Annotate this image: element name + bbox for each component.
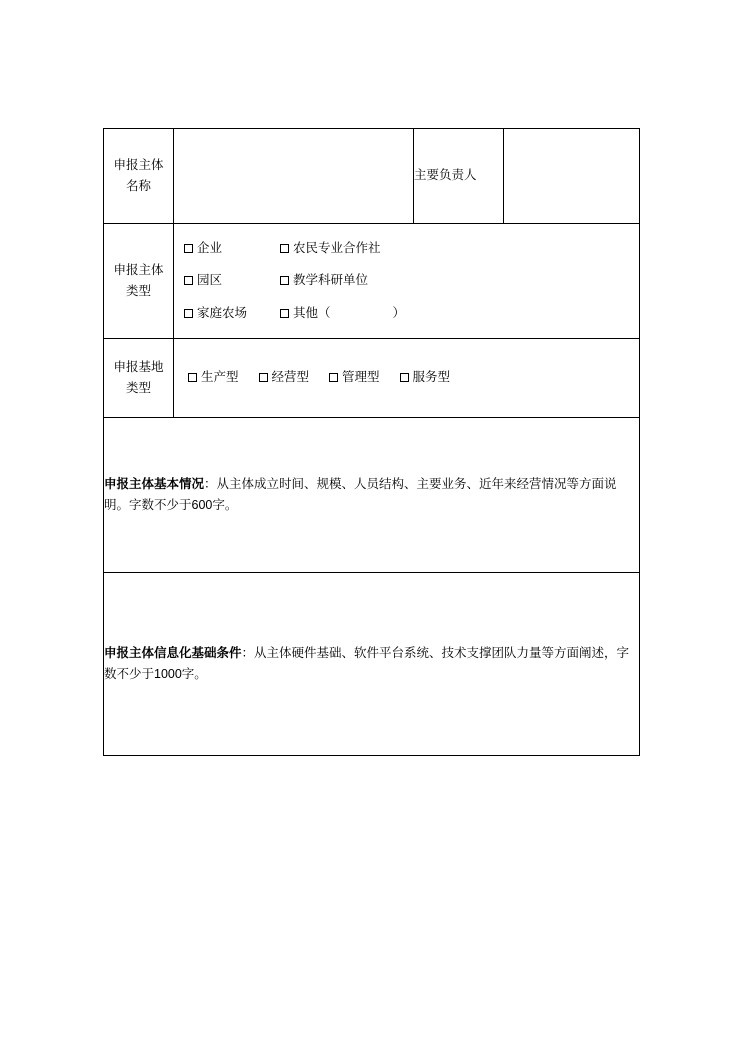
checkbox-label: 园区 [197, 273, 223, 288]
label-subject-type [104, 224, 174, 339]
checkbox-icon[interactable] [184, 276, 193, 285]
label-main-leader: 主要负责人 [414, 129, 504, 224]
checkbox-label: 管理型 [342, 370, 380, 385]
checkbox-option-research-unit[interactable] [280, 270, 368, 291]
cell-basic-info[interactable] [104, 417, 640, 572]
label-subject-name-line1: 申报主体 [113, 157, 164, 172]
checkbox-option-other[interactable] [280, 303, 405, 324]
checkbox-label: 企业 [197, 241, 223, 255]
checkbox-label-suffix: ） [392, 305, 406, 320]
application-form [103, 128, 639, 756]
checkbox-icon[interactable] [184, 309, 193, 318]
label-base-type [104, 338, 174, 417]
table-row-basic-info [104, 417, 640, 572]
checkbox-option-enterprise[interactable] [184, 238, 280, 259]
base-type-checkbox-group [174, 351, 639, 404]
table-row-it-condition [104, 572, 640, 755]
cell-it-condition[interactable] [104, 572, 640, 755]
field-subject-name[interactable] [174, 129, 414, 224]
checkbox-icon[interactable] [280, 244, 289, 253]
checkbox-label: 教学科研单位 [293, 273, 369, 288]
checkbox-label: 其他（ [293, 305, 331, 320]
checkbox-label: 服务型 [412, 370, 451, 385]
label-subject-name-line2: 名称 [125, 179, 151, 193]
checkbox-option-farmer-coop[interactable] [280, 238, 381, 259]
checkbox-icon[interactable] [280, 276, 289, 285]
label-subject-name [104, 129, 174, 224]
basic-info-instruction: ：从主体成立时间、规模、人员结构、主要业务、近年来经营情况等方面说明。字数不少于600字。 [104, 476, 617, 512]
subject-type-checkbox-group [174, 224, 639, 338]
checkbox-icon[interactable] [400, 373, 409, 382]
field-main-leader[interactable] [504, 129, 640, 224]
checkbox-option-service[interactable] [400, 367, 451, 388]
cell-subject-type-options [174, 224, 640, 339]
label-subject-type-line1: 申报主体 [113, 262, 164, 277]
table-row-subject-type [104, 224, 640, 339]
subject-type-row-3 [184, 303, 639, 324]
subject-type-row-2 [184, 270, 639, 291]
checkbox-icon[interactable] [280, 309, 289, 318]
label-base-type-line2: 类型 [125, 380, 151, 395]
it-condition-instruction: ：从主体硬件基础、软件平台系统、技术支撑团队力量等方面阐述，字数不少于1000字。 [104, 645, 630, 681]
checkbox-icon[interactable] [184, 244, 193, 253]
it-condition-heading: 申报主体信息化基础条件 [104, 645, 242, 660]
checkbox-option-park[interactable] [184, 270, 280, 291]
checkbox-icon[interactable] [188, 373, 197, 382]
table-row-base-type [104, 338, 640, 417]
table-row-name [104, 129, 640, 224]
checkbox-label: 生产型 [201, 370, 239, 385]
checkbox-icon[interactable] [329, 373, 338, 382]
checkbox-label: 家庭农场 [197, 305, 248, 320]
form-table [103, 128, 640, 756]
subject-type-row-1 [184, 238, 639, 259]
label-base-type-line1: 申报基地 [113, 359, 164, 374]
checkbox-label: 农民专业合作社 [293, 241, 381, 255]
cell-base-type-options [174, 338, 640, 417]
label-subject-type-line2: 类型 [125, 283, 151, 298]
checkbox-option-family-farm[interactable] [184, 303, 280, 324]
checkbox-icon[interactable] [259, 373, 268, 382]
checkbox-label: 经营型 [271, 370, 310, 385]
checkbox-option-operation[interactable] [259, 367, 310, 388]
checkbox-option-management[interactable] [329, 367, 380, 388]
basic-info-heading: 申报主体基本情况 [104, 476, 205, 491]
checkbox-option-production[interactable] [188, 367, 239, 388]
